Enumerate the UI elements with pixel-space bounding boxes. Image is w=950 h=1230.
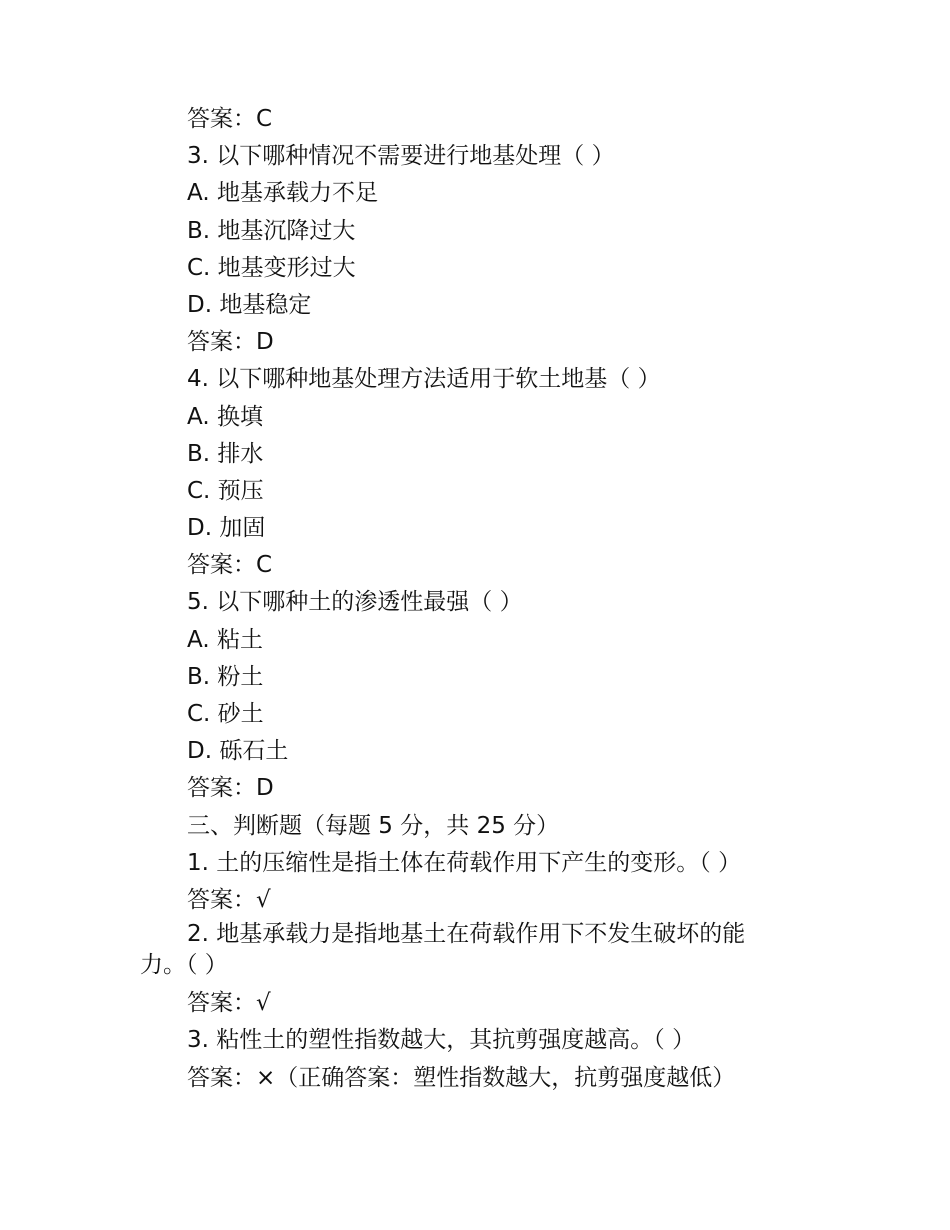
option-d: D. 地基稳定 (187, 291, 312, 318)
option-b: B. 粉土 (187, 663, 264, 690)
judgement-question-2-line-1: 2. 地基承载力是指地基土在荷载作用下不发生破坏的能 (187, 921, 746, 948)
answer-line: 答案：D (187, 329, 274, 356)
option-b: B. 排水 (187, 440, 264, 467)
option-a: A. 粘土 (187, 626, 263, 653)
judgement-question-3: 3. 粘性土的塑性指数越大，其抗剪强度越高。（ ） (187, 1027, 696, 1054)
option-b: B. 地基沉降过大 (187, 217, 356, 244)
answer-line: 答案：C (187, 552, 273, 579)
question-4: 4. 以下哪种地基处理方法适用于软土地基（ ） (187, 366, 661, 393)
answer-line: 答案：×（正确答案：塑性指数越大，抗剪强度越低） (187, 1064, 736, 1091)
option-a: A. 换填 (187, 403, 263, 430)
judgement-question-1: 1. 土的压缩性是指土体在荷载作用下产生的变形。（ ） (187, 849, 742, 876)
option-d: D. 加固 (187, 515, 266, 542)
option-a: A. 地基承载力不足 (187, 180, 378, 207)
option-c: C. 地基变形过大 (187, 254, 356, 281)
judgement-question-2-line-2: 力。（ ） (140, 952, 228, 979)
answer-line: 答案：D (187, 775, 274, 802)
answer-line: 答案：√ (187, 886, 271, 913)
option-d: D. 砾石土 (187, 738, 289, 765)
section-heading: 三、判断题（每题 5 分，共 25 分） (187, 812, 560, 839)
document-body (140, 101, 840, 1097)
option-c: C. 砂土 (187, 701, 264, 727)
question-3: 3. 以下哪种情况不需要进行地基处理（ ） (187, 143, 615, 170)
question-5: 5. 以下哪种土的渗透性最强（ ） (187, 589, 523, 616)
answer-line: 答案：√ (187, 990, 271, 1017)
answer-line: 答案：C (187, 106, 273, 132)
option-c: C. 预压 (187, 477, 264, 504)
